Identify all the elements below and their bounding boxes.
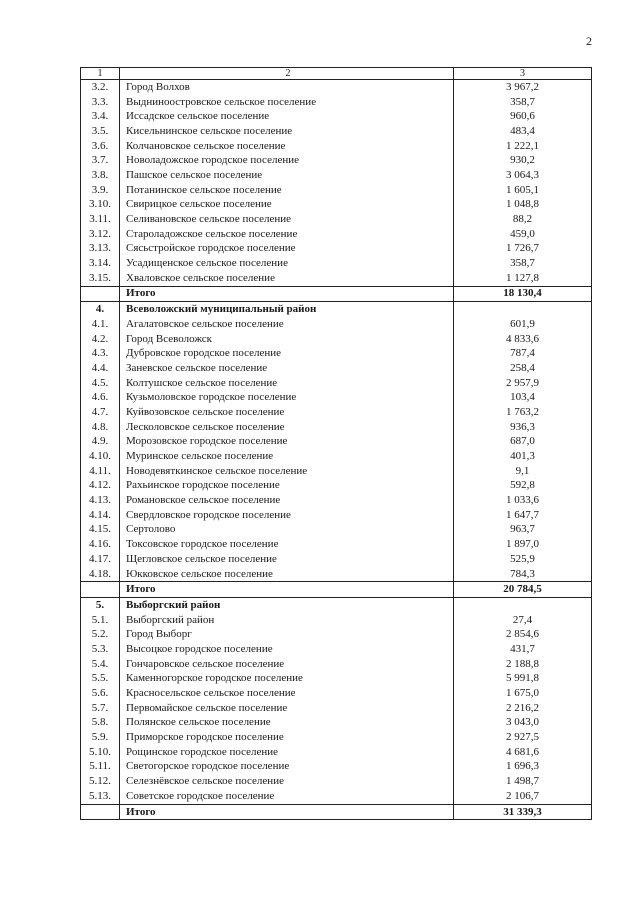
row-name: Гончаровское сельское поселение [120,657,454,672]
row-name: Муринское сельское поселение [120,449,454,464]
row-value: 27,4 [454,613,592,628]
row-name: Селезнёвское сельское поселение [120,774,454,789]
row-number: 4.15. [81,523,120,538]
row-value [454,598,592,613]
row-name: Лесколовское сельское поселение [120,420,454,435]
row-number: 5.13. [81,789,120,804]
row-value: 3 967,2 [454,80,592,95]
row-value: 592,8 [454,479,592,494]
row-number: 5.5. [81,672,120,687]
row-value: 459,0 [454,227,592,242]
row-number: 5.8. [81,716,120,731]
row-value: 258,4 [454,361,592,376]
row-value: 358,7 [454,256,592,271]
row-number: 4.10. [81,449,120,464]
row-name: Итого [120,804,454,820]
row-name: Советское городское поселение [120,789,454,804]
row-number: 3.3. [81,95,120,110]
table-row [81,124,592,139]
row-value: 687,0 [454,435,592,450]
row-value: 1 048,8 [454,198,592,213]
row-number: 4.4. [81,361,120,376]
row-value: 936,3 [454,420,592,435]
row-value: 1 763,2 [454,405,592,420]
row-name: Итого [120,286,454,302]
row-value: 3 043,0 [454,716,592,731]
row-value: 431,7 [454,642,592,657]
row-number: 4.12. [81,479,120,494]
table-row [81,212,592,227]
row-number: 3.12. [81,227,120,242]
row-value: 9,1 [454,464,592,479]
table-row [81,716,592,731]
row-name: Итого [120,582,454,598]
row-name: Полянское сельское поселение [120,716,454,731]
row-name: Кузьмоловское городское поселение [120,390,454,405]
row-value: 1 222,1 [454,139,592,154]
row-name: Свердловское городское поселение [120,508,454,523]
row-name: Новодевяткинское сельское поселение [120,464,454,479]
row-value: 4 833,6 [454,332,592,347]
row-name: Кисельнинское сельское поселение [120,124,454,139]
row-value: 358,7 [454,95,592,110]
row-value: 2 854,6 [454,627,592,642]
row-name: Иссадское сельское поселение [120,109,454,124]
row-name: Рахьинское городское поселение [120,479,454,494]
row-name: Заневское сельское поселение [120,361,454,376]
row-value: 787,4 [454,346,592,361]
row-value: 525,9 [454,552,592,567]
table-row [81,701,592,716]
table-row [81,745,592,760]
row-value: 1 675,0 [454,686,592,701]
row-number: 3.9. [81,183,120,198]
table-row [81,420,592,435]
row-value: 1 726,7 [454,242,592,257]
header-col-3: 3 [454,68,592,80]
row-number: 5.4. [81,657,120,672]
table-row [81,361,592,376]
row-number: 4.17. [81,552,120,567]
row-number: 5.12. [81,774,120,789]
table-row [81,508,592,523]
row-value: 784,3 [454,567,592,582]
row-name: Выборгский район [120,613,454,628]
table-row [81,168,592,183]
row-number [81,582,120,598]
row-name: Рощинское городское поселение [120,745,454,760]
row-value: 2 957,9 [454,376,592,391]
budget-table [80,67,592,820]
table-row [81,774,592,789]
row-number: 4.13. [81,493,120,508]
table-row [81,376,592,391]
table-row [81,627,592,642]
row-name: Потанинское сельское поселение [120,183,454,198]
row-name: Город Волхов [120,80,454,95]
table-row [81,537,592,552]
row-number: 3.4. [81,109,120,124]
table-row [81,153,592,168]
row-name: Колтушское сельское поселение [120,376,454,391]
total-row [81,804,592,820]
table-row [81,672,592,687]
row-name: Агалатовское сельское поселение [120,317,454,332]
row-value: 1 127,8 [454,271,592,286]
row-value: 1 696,3 [454,760,592,775]
total-row [81,286,592,302]
row-number: 4.9. [81,435,120,450]
table-row [81,183,592,198]
row-value: 88,2 [454,212,592,227]
table-row [81,760,592,775]
row-number: 4. [81,302,120,317]
row-number: 3.10. [81,198,120,213]
row-number: 5.1. [81,613,120,628]
row-value: 960,6 [454,109,592,124]
row-name: Дубровское городское поселение [120,346,454,361]
row-number: 5.10. [81,745,120,760]
table-row [81,95,592,110]
table-row [81,449,592,464]
row-name: Город Всеволожск [120,332,454,347]
row-number: 5.6. [81,686,120,701]
row-value: 1 033,6 [454,493,592,508]
row-name: Хваловское сельское поселение [120,271,454,286]
row-name: Каменногорское городское поселение [120,672,454,687]
table-row [81,317,592,332]
table-row [81,479,592,494]
table-row [81,405,592,420]
row-number: 4.14. [81,508,120,523]
row-value: 2 106,7 [454,789,592,804]
row-value: 1 897,0 [454,537,592,552]
table-row [81,657,592,672]
row-name: Красносельское сельское поселение [120,686,454,701]
row-value: 1 647,7 [454,508,592,523]
row-value: 103,4 [454,390,592,405]
table-row [81,523,592,538]
row-number: 4.5. [81,376,120,391]
header-col-2: 2 [120,68,454,80]
table-row [81,332,592,347]
table-row [81,198,592,213]
row-value: 1 605,1 [454,183,592,198]
row-number: 3.15. [81,271,120,286]
row-value: 2 216,2 [454,701,592,716]
row-value: 20 784,5 [454,582,592,598]
row-name: Город Выборг [120,627,454,642]
row-number: 4.7. [81,405,120,420]
page-number: 2 [586,34,592,48]
row-number: 4.3. [81,346,120,361]
row-name: Выдниноостровское сельское поселение [120,95,454,110]
row-number: 4.16. [81,537,120,552]
row-name: Юкковское сельское поселение [120,567,454,582]
row-name: Куйвозовское сельское поселение [120,405,454,420]
row-value: 1 498,7 [454,774,592,789]
row-value: 5 991,8 [454,672,592,687]
row-name: Токсовское городское поселение [120,537,454,552]
table-row [81,552,592,567]
row-name: Усадищенское сельское поселение [120,256,454,271]
row-value: 4 681,6 [454,745,592,760]
table-row [81,390,592,405]
table-row [81,80,592,95]
row-value: 2 188,8 [454,657,592,672]
row-name: Всеволожский муниципальный район [120,302,454,317]
section-row [81,302,592,317]
row-name: Морозовское городское поселение [120,435,454,450]
row-number: 3.5. [81,124,120,139]
row-number: 5.9. [81,730,120,745]
row-value: 18 130,4 [454,286,592,302]
row-number: 4.18. [81,567,120,582]
row-name: Выборгский район [120,598,454,613]
table-row [81,435,592,450]
row-value: 601,9 [454,317,592,332]
header-row [81,68,592,80]
row-name: Пашское сельское поселение [120,168,454,183]
row-name: Новоладожское городское поселение [120,153,454,168]
row-number: 3.14. [81,256,120,271]
row-number: 3.11. [81,212,120,227]
row-name: Колчановское сельское поселение [120,139,454,154]
row-value: 3 064,3 [454,168,592,183]
row-number: 3.8. [81,168,120,183]
table-row [81,346,592,361]
row-number: 3.7. [81,153,120,168]
row-name: Светогорское городское поселение [120,760,454,775]
header-col-1: 1 [81,68,120,80]
row-number [81,804,120,820]
total-row [81,582,592,598]
table-row [81,789,592,804]
table-row [81,109,592,124]
row-value: 483,4 [454,124,592,139]
row-number: 4.2. [81,332,120,347]
row-name: Сясьстройское городское поселение [120,242,454,257]
section-row [81,598,592,613]
table-row [81,493,592,508]
row-number: 4.11. [81,464,120,479]
table-row [81,613,592,628]
row-name: Свирицкое сельское поселение [120,198,454,213]
row-name: Первомайское сельское поселение [120,701,454,716]
row-number: 5. [81,598,120,613]
row-name: Селивановское сельское поселение [120,212,454,227]
table-row [81,730,592,745]
row-value [454,302,592,317]
row-number: 3.2. [81,80,120,95]
row-value: 31 339,3 [454,804,592,820]
table-row [81,242,592,257]
row-number: 5.11. [81,760,120,775]
row-name: Романовское сельское поселение [120,493,454,508]
row-value: 401,3 [454,449,592,464]
table-row [81,567,592,582]
row-number: 4.8. [81,420,120,435]
row-name: Староладожское сельское поселение [120,227,454,242]
table-row [81,271,592,286]
row-name: Щегловское сельское поселение [120,552,454,567]
table-row [81,227,592,242]
row-name: Высоцкое городское поселение [120,642,454,657]
table-row [81,139,592,154]
table-row [81,256,592,271]
row-number: 5.3. [81,642,120,657]
table-row [81,464,592,479]
row-number: 4.1. [81,317,120,332]
table-row [81,642,592,657]
row-number: 4.6. [81,390,120,405]
row-number: 3.6. [81,139,120,154]
row-value: 2 927,5 [454,730,592,745]
row-name: Приморское городское поселение [120,730,454,745]
row-number [81,286,120,302]
row-number: 5.7. [81,701,120,716]
row-value: 963,7 [454,523,592,538]
row-name: Сертолово [120,523,454,538]
row-number: 5.2. [81,627,120,642]
row-value: 930,2 [454,153,592,168]
table-row [81,686,592,701]
row-number: 3.13. [81,242,120,257]
